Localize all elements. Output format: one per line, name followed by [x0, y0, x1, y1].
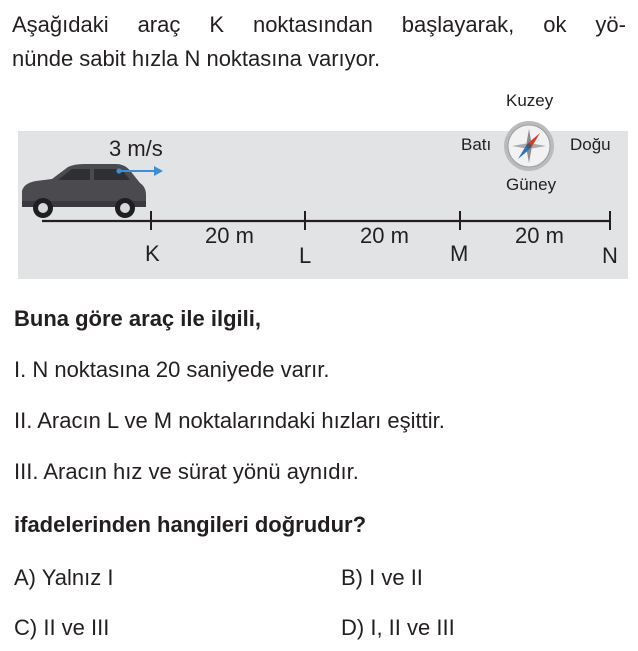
compass-icon	[502, 119, 556, 173]
compass-east-label: Doğu	[570, 135, 611, 154]
distance-lm-label: 20 m	[360, 223, 409, 248]
intro-line-1: Aşağıdaki araç K noktasından başlayarak, ok yö-	[12, 12, 626, 37]
option-a-text: Yalnız I	[41, 565, 114, 590]
option-a-letter: A)	[14, 565, 36, 590]
distance-kl-label: 20 m	[205, 223, 254, 248]
statement-1: I. N noktasına 20 saniyede varır.	[14, 357, 330, 382]
compass-north-label: Kuzey	[506, 91, 554, 110]
point-k-label: K	[145, 241, 160, 266]
point-m-label: M	[450, 241, 469, 266]
option-c[interactable]	[14, 615, 109, 641]
point-l-label: L	[299, 243, 312, 268]
option-a[interactable]	[14, 565, 113, 591]
figure-panel	[18, 91, 628, 279]
distance-mn-label: 20 m	[515, 223, 564, 248]
option-b[interactable]	[341, 565, 423, 591]
option-b-text: I ve II	[369, 565, 423, 590]
option-d-letter: D)	[341, 615, 365, 640]
speed-label: 3 m/s	[109, 136, 163, 161]
option-c-text: II ve III	[43, 615, 110, 640]
intro-line-2: nünde sabit hızla N noktasına varıyor.	[12, 46, 381, 71]
option-b-letter: B)	[341, 565, 363, 590]
question-prompt: Buna göre araç ile ilgili,	[14, 306, 261, 331]
option-d[interactable]	[341, 615, 455, 641]
point-n-label: N	[602, 243, 618, 268]
option-c-letter: C)	[14, 615, 38, 640]
statement-2: II. Aracın L ve M noktalarındaki hızları eşittir.	[14, 408, 445, 433]
question-ask: ifadelerinden hangileri doğrudur?	[14, 512, 367, 537]
statement-3: III. Aracın hız ve sürat yönü aynıdır.	[14, 459, 359, 484]
compass-south-label: Güney	[506, 175, 557, 194]
option-d-text: I, II ve III	[370, 615, 455, 640]
intro-text	[12, 8, 626, 76]
compass-west-label: Batı	[461, 135, 492, 154]
